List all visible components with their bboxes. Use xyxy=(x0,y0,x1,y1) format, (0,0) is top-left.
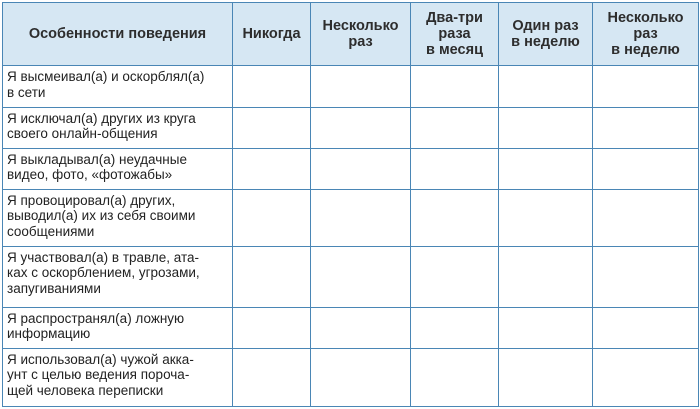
answer-cell-several-per-week[interactable] xyxy=(593,148,699,189)
answer-cell-several-times[interactable] xyxy=(311,189,411,246)
answer-cell-once-per-week[interactable] xyxy=(499,307,593,348)
answer-cell-once-per-week[interactable] xyxy=(499,189,593,246)
answer-cell-never[interactable] xyxy=(233,307,311,348)
answer-cell-once-per-week[interactable] xyxy=(499,148,593,189)
answer-cell-two-three-per-month[interactable] xyxy=(411,307,499,348)
behavior-label: Я распространял(а) ложную информацию xyxy=(3,307,233,348)
answer-cell-several-times[interactable] xyxy=(311,148,411,189)
table-row xyxy=(3,348,699,406)
answer-cell-several-per-week[interactable] xyxy=(593,348,699,406)
header-several-times: Несколько раз xyxy=(311,3,411,66)
behavior-label: Я исключал(а) других из круга своего онлайн-общения xyxy=(3,107,233,148)
answer-cell-once-per-week[interactable] xyxy=(499,348,593,406)
table-row xyxy=(3,307,699,348)
answer-cell-once-per-week[interactable] xyxy=(499,246,593,307)
header-several-per-week: Несколько раз в неделю xyxy=(593,3,699,66)
answer-cell-two-three-per-month[interactable] xyxy=(411,348,499,406)
answer-cell-several-times[interactable] xyxy=(311,348,411,406)
behavior-label: Я высмеивал(а) и оскорблял(а) в сети xyxy=(3,66,233,108)
answer-cell-never[interactable] xyxy=(233,66,311,108)
header-two-three-per-month: Два-три раза в месяц xyxy=(411,3,499,66)
answer-cell-two-three-per-month[interactable] xyxy=(411,246,499,307)
answer-cell-never[interactable] xyxy=(233,148,311,189)
answer-cell-several-times[interactable] xyxy=(311,107,411,148)
answer-cell-never[interactable] xyxy=(233,189,311,246)
header-behavior: Особенности поведения xyxy=(3,3,233,66)
answer-cell-several-times[interactable] xyxy=(311,66,411,108)
answer-cell-never[interactable] xyxy=(233,246,311,307)
behavior-label: Я выкладывал(а) неудачные видео, фото, «фотожабы» xyxy=(3,148,233,189)
header-never: Никогда xyxy=(233,3,311,66)
table-row xyxy=(3,189,699,246)
answer-cell-several-per-week[interactable] xyxy=(593,107,699,148)
answer-cell-once-per-week[interactable] xyxy=(499,66,593,108)
answer-cell-several-times[interactable] xyxy=(311,246,411,307)
table-row xyxy=(3,148,699,189)
header-once-per-week: Один раз в неделю xyxy=(499,3,593,66)
answer-cell-several-per-week[interactable] xyxy=(593,246,699,307)
answer-cell-two-three-per-month[interactable] xyxy=(411,66,499,108)
answer-cell-several-per-week[interactable] xyxy=(593,66,699,108)
table-header-row xyxy=(3,3,699,66)
answer-cell-several-per-week[interactable] xyxy=(593,307,699,348)
behavior-survey-table xyxy=(2,2,699,407)
table-row xyxy=(3,246,699,307)
answer-cell-two-three-per-month[interactable] xyxy=(411,148,499,189)
answer-cell-once-per-week[interactable] xyxy=(499,107,593,148)
answer-cell-several-per-week[interactable] xyxy=(593,189,699,246)
answer-cell-never[interactable] xyxy=(233,348,311,406)
table-row xyxy=(3,66,699,108)
answer-cell-never[interactable] xyxy=(233,107,311,148)
answer-cell-two-three-per-month[interactable] xyxy=(411,189,499,246)
answer-cell-two-three-per-month[interactable] xyxy=(411,107,499,148)
behavior-label: Я использовал(а) чужой акка- унт с целью ведения пороча- щей человека переписки xyxy=(3,348,233,406)
behavior-label: Я провоцировал(а) других, выводил(а) их из себя своими сообщениями xyxy=(3,189,233,246)
answer-cell-several-times[interactable] xyxy=(311,307,411,348)
behavior-label: Я участвовал(а) в травле, ата- ках с оскорблением, угрозами, запугиваниями xyxy=(3,246,233,307)
table-row xyxy=(3,107,699,148)
